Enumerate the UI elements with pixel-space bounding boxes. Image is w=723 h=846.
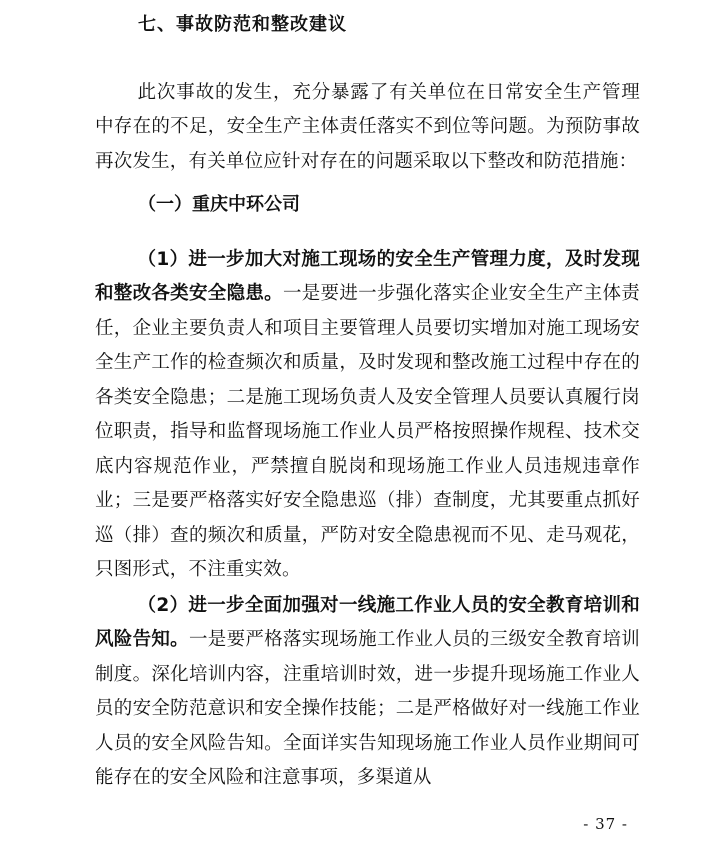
item-1-lead: （1）进一步加大对施工现场的安全生产管理力度，及时发现和整改各类安全隐患。 [95, 248, 640, 304]
page-number: - 37 - [583, 815, 628, 833]
item-1-paragraph [95, 243, 640, 588]
item-1-body: 一是要进一步强化落实企业安全生产主体责任，企业主要负责人和项目主要管理人员要切实增加对施工现场安全生产工作的检查频次和质量，及时发现和整改施工过程中存在的各类安全隐患；二是施工现场负责人及安全管理人员要认真履行岗位职责，指导和监督现场施工作业人员严格按照操作规程、技术交底内容规范作业，严禁擅自脱岗和现场施工作业人员违规违章作业；三是要严格落实好安全隐患巡（排）查制度，尤其要重点抓好巡（排）查的频次和质量，严防对安全隐患视而不见、走马观花，只图形式，不注重实效。 [95, 283, 640, 580]
intro-paragraph: 此次事故的发生，充分暴露了有关单位在日常安全生产管理中存在的不足，安全生产主体责任落实不到位等问题。为预防事故再次发生，有关单位应针对存在的问题采取以下整改和防范措施： [95, 81, 640, 172]
item-2-paragraph [95, 589, 640, 796]
section-heading: 七、事故防范和整改建议 [138, 14, 347, 35]
subsection-heading: （一）重庆中环公司 [138, 194, 300, 215]
item-2-body: 一是要严格落实现场施工作业人员的三级安全教育培训制度。深化培训内容，注重培训时效，进一步提升现场施工作业人员的安全防范意识和安全操作技能；二是严格做好对一线施工作业人员的安全风险告知。全面详实告知现场施工作业人员作业期间可能存在的安全风险和注意事项，多渠道从 [95, 629, 640, 788]
item-2-lead: （2）进一步全面加强对一线施工作业人员的安全教育培训和风险告知。 [95, 594, 640, 650]
